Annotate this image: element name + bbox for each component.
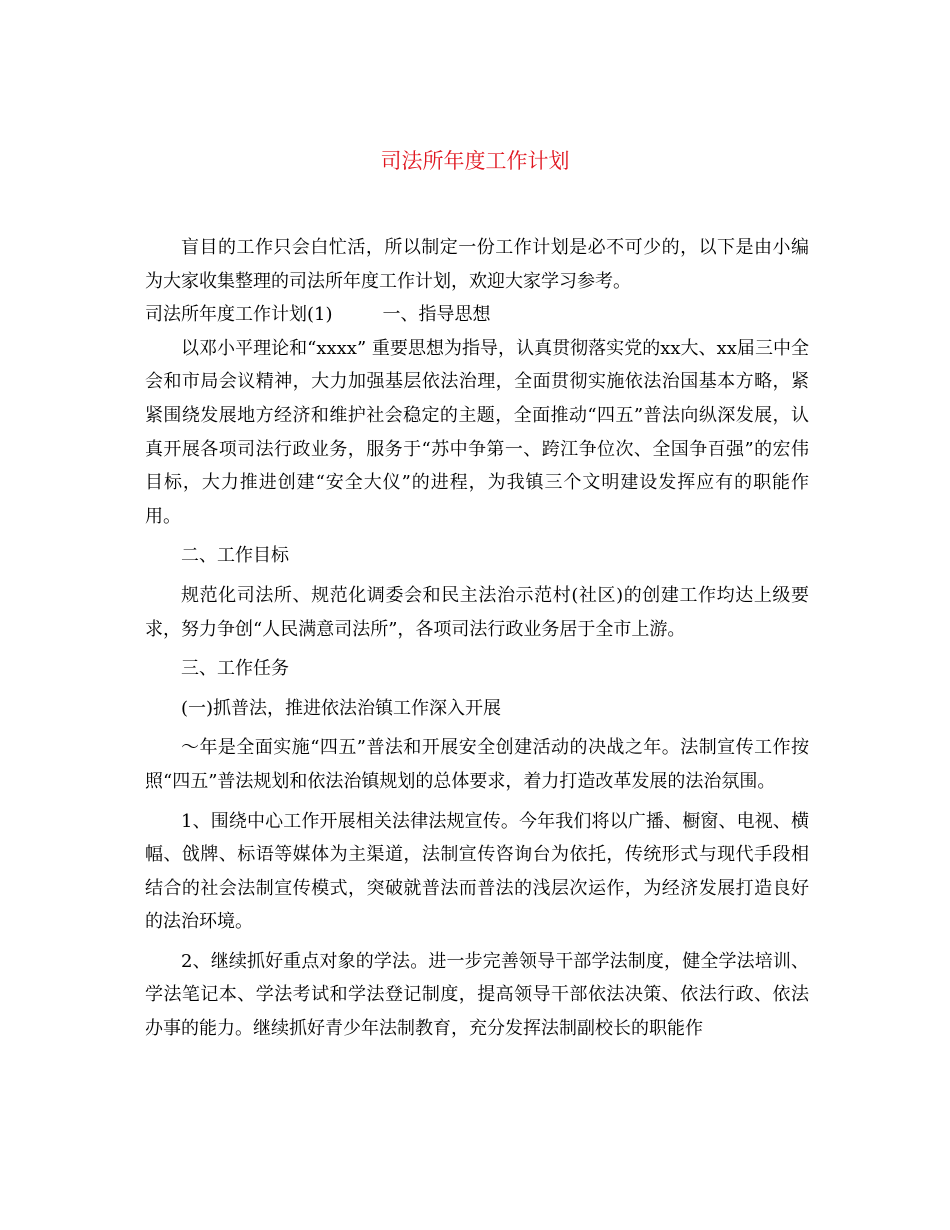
document-body xyxy=(145,231,809,1046)
intro-paragraph: 盲目的工作只会白忙活，所以制定一份工作计划是必不可少的，以下是由小编为大家收集整理的司法所年度工作计划，欢迎大家学习参考。 xyxy=(145,237,809,292)
section1-paragraph: 以邓小平理论和“xxxx” 重要思想为指导，认真贯彻落实党的xx大、xx届三中全会和市局会议精神，大力加强基层依法治理，全面贯彻实施依法治国基本方略，紧紧围绕发展地方经济和维护社会稳定的主题，全面推动“四五”普法向纵深发展，认真开展各项司法行政业务，服务于“苏中争第一、跨江争位次、全国争百强”的宏伟目标，大力推进创建“安全大仪”的进程，为我镇三个文明建设发挥应有的职能作用。 xyxy=(145,337,809,527)
plan-heading-line xyxy=(145,298,809,332)
plan-heading: 司法所年度工作计划(1) xyxy=(145,304,333,326)
document-title: 司法所年度工作计划 xyxy=(380,149,570,173)
section1-heading: 一、指导思想 xyxy=(382,304,491,326)
subsection1-heading: (一)抓普法，推进依法治镇工作深入开展 xyxy=(181,697,502,719)
item1-paragraph: 1、围绕中心工作开展相关法律法规宣传。今年我们将以广播、橱窗、电视、横幅、戗牌、标语等媒体为主渠道，法制宣传咨询台为依托，传统形式与现代手段相结合的社会法制宣传模式，突破就普法而普法的浅层次运作，为经济发展打造良好的法治环境。 xyxy=(145,810,809,933)
section3-heading: 三、工作任务 xyxy=(181,658,289,680)
section2-heading: 二、工作目标 xyxy=(181,545,289,567)
item2-paragraph: 2、继续抓好重点对象的学法。进一步完善领导干部学法制度，健全学法培训、学法笔记本、学法考试和学法登记制度，提高领导干部依法决策、依法行政、依法办事的能力。继续抓好青少年法制教育，充分发挥法制副校长的职能作 xyxy=(145,950,809,1040)
subsection1-paragraph: ～年是全面实施“四五”普法和开展安全创建活动的决战之年。法制宣传工作按照“四五”普法规划和依法治镇规划的总体要求，着力打造改革发展的法治氛围。 xyxy=(145,737,809,792)
section2-paragraph: 规范化司法所、规范化调委会和民主法治示范村(社区)的创建工作均达上级要求，努力争创“人民满意司法所”，各项司法行政业务居于全市上游。 xyxy=(145,584,809,640)
